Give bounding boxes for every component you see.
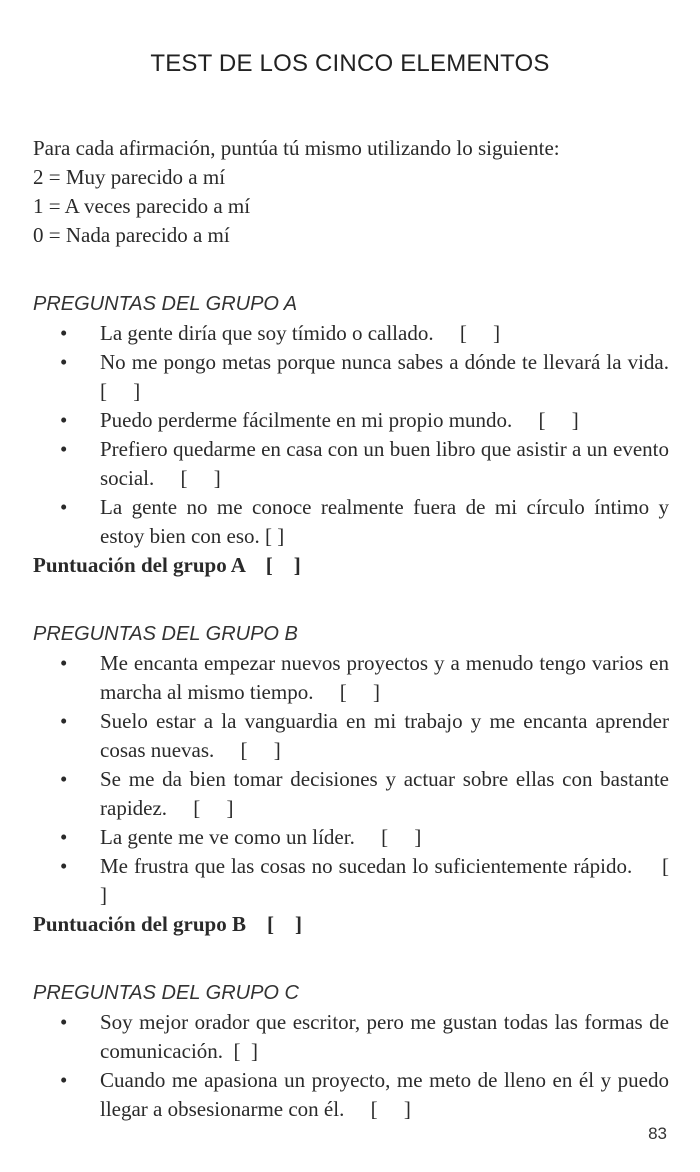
list-item: • La gente me ve como un líder. [ ] bbox=[33, 823, 669, 852]
group-a-score: Puntuación del grupo A [ ] bbox=[33, 553, 301, 577]
list-item: • Cuando me apasiona un proyecto, me meto de lleno en él y puedo llegar a obsesionarme con él. [ ] bbox=[33, 1066, 669, 1124]
page-title: TEST DE LOS CINCO ELEMENTOS bbox=[150, 50, 550, 77]
scale-1: 1 = A veces parecido a mí bbox=[33, 194, 251, 218]
page-body bbox=[33, 134, 696, 1124]
list-item: • Me frustra que las cosas no sucedan lo suficientemente rápido. [ ] bbox=[33, 852, 669, 910]
scale-2: 2 = Muy parecido a mí bbox=[33, 165, 226, 189]
list-item: • Se me da bien tomar decisiones y actuar sobre ellas con bastante rapidez. [ ] bbox=[33, 765, 669, 823]
scale-0: 0 = Nada parecido a mí bbox=[33, 223, 230, 247]
list-item: • Soy mejor orador que escritor, pero me gustan todas las formas de comunicación. [ ] bbox=[33, 1008, 669, 1066]
list-item: • Suelo estar a la vanguardia en mi trabajo y me encanta aprender cosas nuevas. [ ] bbox=[33, 707, 669, 765]
group-a-list bbox=[33, 319, 696, 551]
list-item: • Puedo perderme fácilmente en mi propio mundo. [ ] bbox=[33, 406, 669, 435]
list-item: • No me pongo metas porque nunca sabes a dónde te llevará la vida. [ ] bbox=[33, 348, 669, 406]
group-c-list bbox=[33, 1008, 675, 1124]
group-b-score: Puntuación del grupo B [ ] bbox=[33, 912, 302, 936]
intro-instruction: Para cada afirmación, puntúa tú mismo utilizando lo siguiente: bbox=[33, 136, 560, 160]
list-item: • La gente no me conoce realmente fuera de mi círculo íntimo y estoy bien con eso. [ ] bbox=[33, 493, 669, 551]
list-item: • Me encanta empezar nuevos proyectos y a menudo tengo varios en marcha al mismo tiempo. [ ] bbox=[33, 649, 669, 707]
list-item: • Prefiero quedarme en casa con un buen libro que asistir a un evento social. [ ] bbox=[33, 435, 669, 493]
group-a-heading: PREGUNTAS DEL GRUPO A bbox=[33, 293, 298, 315]
page-number: 83 bbox=[648, 1124, 667, 1143]
group-b-heading: PREGUNTAS DEL GRUPO B bbox=[33, 623, 298, 645]
group-c-heading: PREGUNTAS DEL GRUPO C bbox=[33, 982, 299, 1004]
group-b-list bbox=[33, 649, 696, 910]
list-item: • La gente diría que soy tímido o callado. [ ] bbox=[33, 319, 669, 348]
